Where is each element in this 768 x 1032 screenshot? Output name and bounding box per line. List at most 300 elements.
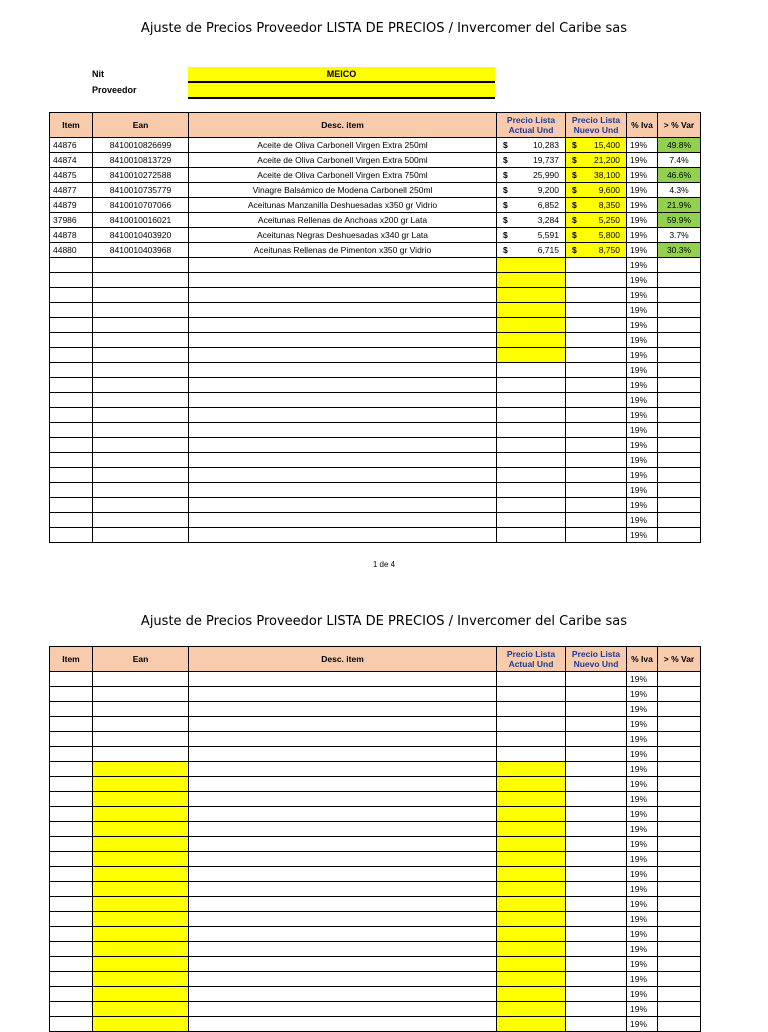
ean-cell[interactable] bbox=[93, 822, 189, 837]
iva-cell[interactable]: 19% bbox=[627, 837, 658, 852]
iva-cell[interactable]: 19% bbox=[627, 348, 658, 363]
ean-cell[interactable] bbox=[93, 942, 189, 957]
ean-cell[interactable] bbox=[93, 333, 189, 348]
iva-cell[interactable]: 19% bbox=[627, 867, 658, 882]
var-cell[interactable] bbox=[658, 792, 701, 807]
item-cell[interactable] bbox=[50, 822, 93, 837]
iva-cell[interactable]: 19% bbox=[627, 378, 658, 393]
precio-nuevo-cell[interactable] bbox=[566, 867, 627, 882]
iva-cell[interactable]: 19% bbox=[627, 168, 658, 183]
item-cell[interactable] bbox=[50, 942, 93, 957]
var-cell[interactable]: 4.3% bbox=[658, 183, 701, 198]
precio-actual-cell[interactable] bbox=[497, 273, 566, 288]
desc-cell[interactable] bbox=[189, 1017, 497, 1032]
desc-cell[interactable] bbox=[189, 957, 497, 972]
precio-nuevo-cell[interactable] bbox=[566, 168, 627, 183]
desc-cell[interactable]: Aceitunas Negras Deshuesadas x340 gr Lata bbox=[189, 228, 497, 243]
var-cell[interactable]: 59.9% bbox=[658, 213, 701, 228]
precio-nuevo-cell[interactable] bbox=[566, 183, 627, 198]
ean-cell[interactable] bbox=[93, 363, 189, 378]
ean-cell[interactable] bbox=[93, 483, 189, 498]
iva-cell[interactable]: 19% bbox=[627, 1017, 658, 1032]
item-cell[interactable]: 44880 bbox=[50, 243, 93, 258]
item-cell[interactable] bbox=[50, 303, 93, 318]
precio-actual-cell[interactable] bbox=[497, 822, 566, 837]
desc-cell[interactable] bbox=[189, 438, 497, 453]
var-cell[interactable] bbox=[658, 483, 701, 498]
item-cell[interactable] bbox=[50, 318, 93, 333]
item-cell[interactable] bbox=[50, 867, 93, 882]
iva-cell[interactable]: 19% bbox=[627, 498, 658, 513]
ean-cell[interactable]: 8410010272588 bbox=[93, 168, 189, 183]
iva-cell[interactable]: 19% bbox=[627, 183, 658, 198]
precio-actual-cell[interactable] bbox=[497, 687, 566, 702]
iva-cell[interactable]: 19% bbox=[627, 822, 658, 837]
precio-nuevo-cell[interactable] bbox=[566, 438, 627, 453]
precio-actual-cell[interactable] bbox=[497, 513, 566, 528]
var-cell[interactable] bbox=[658, 408, 701, 423]
precio-actual-cell[interactable] bbox=[497, 702, 566, 717]
iva-cell[interactable]: 19% bbox=[627, 288, 658, 303]
item-cell[interactable]: 44877 bbox=[50, 183, 93, 198]
precio-nuevo-cell[interactable] bbox=[566, 273, 627, 288]
precio-nuevo-cell[interactable] bbox=[566, 423, 627, 438]
precio-nuevo-cell[interactable] bbox=[566, 498, 627, 513]
desc-cell[interactable] bbox=[189, 408, 497, 423]
var-cell[interactable]: 3.7% bbox=[658, 228, 701, 243]
precio-actual-cell[interactable] bbox=[497, 348, 566, 363]
var-cell[interactable] bbox=[658, 747, 701, 762]
iva-cell[interactable]: 19% bbox=[627, 807, 658, 822]
ean-cell[interactable] bbox=[93, 867, 189, 882]
precio-actual-cell[interactable] bbox=[497, 957, 566, 972]
desc-cell[interactable] bbox=[189, 717, 497, 732]
item-cell[interactable] bbox=[50, 882, 93, 897]
precio-nuevo-cell[interactable] bbox=[566, 453, 627, 468]
var-cell[interactable] bbox=[658, 927, 701, 942]
desc-cell[interactable] bbox=[189, 837, 497, 852]
precio-actual-cell[interactable] bbox=[497, 762, 566, 777]
precio-actual-cell[interactable] bbox=[497, 987, 566, 1002]
item-cell[interactable]: 44875 bbox=[50, 168, 93, 183]
iva-cell[interactable]: 19% bbox=[627, 882, 658, 897]
precio-nuevo-cell[interactable] bbox=[566, 762, 627, 777]
precio-nuevo-cell[interactable] bbox=[566, 732, 627, 747]
var-cell[interactable]: 46.6% bbox=[658, 168, 701, 183]
item-cell[interactable] bbox=[50, 912, 93, 927]
item-cell[interactable] bbox=[50, 378, 93, 393]
var-cell[interactable] bbox=[658, 762, 701, 777]
item-cell[interactable] bbox=[50, 1002, 93, 1017]
desc-cell[interactable]: Aceite de Oliva Carbonell Virgen Extra 750ml bbox=[189, 168, 497, 183]
item-cell[interactable] bbox=[50, 258, 93, 273]
precio-nuevo-cell[interactable] bbox=[566, 897, 627, 912]
item-cell[interactable] bbox=[50, 852, 93, 867]
desc-cell[interactable] bbox=[189, 1002, 497, 1017]
iva-cell[interactable]: 19% bbox=[627, 717, 658, 732]
precio-actual-cell[interactable] bbox=[497, 378, 566, 393]
precio-actual-cell[interactable] bbox=[497, 228, 566, 243]
precio-actual-cell[interactable] bbox=[497, 483, 566, 498]
ean-cell[interactable] bbox=[93, 792, 189, 807]
ean-cell[interactable] bbox=[93, 957, 189, 972]
precio-nuevo-cell[interactable] bbox=[566, 1017, 627, 1032]
precio-actual-cell[interactable] bbox=[497, 498, 566, 513]
var-cell[interactable] bbox=[658, 672, 701, 687]
ean-cell[interactable] bbox=[93, 897, 189, 912]
iva-cell[interactable]: 19% bbox=[627, 972, 658, 987]
iva-cell[interactable]: 19% bbox=[627, 318, 658, 333]
desc-cell[interactable] bbox=[189, 483, 497, 498]
var-cell[interactable] bbox=[658, 453, 701, 468]
var-cell[interactable] bbox=[658, 702, 701, 717]
iva-cell[interactable]: 19% bbox=[627, 153, 658, 168]
proveedor-value-field[interactable] bbox=[188, 83, 495, 99]
iva-cell[interactable]: 19% bbox=[627, 273, 658, 288]
precio-nuevo-cell[interactable] bbox=[566, 138, 627, 153]
desc-cell[interactable] bbox=[189, 777, 497, 792]
precio-nuevo-cell[interactable] bbox=[566, 213, 627, 228]
item-cell[interactable] bbox=[50, 363, 93, 378]
precio-nuevo-cell[interactable] bbox=[566, 942, 627, 957]
desc-cell[interactable] bbox=[189, 378, 497, 393]
ean-cell[interactable] bbox=[93, 732, 189, 747]
desc-cell[interactable] bbox=[189, 792, 497, 807]
desc-cell[interactable] bbox=[189, 807, 497, 822]
item-cell[interactable] bbox=[50, 837, 93, 852]
iva-cell[interactable]: 19% bbox=[627, 852, 658, 867]
ean-cell[interactable] bbox=[93, 687, 189, 702]
precio-actual-cell[interactable] bbox=[497, 792, 566, 807]
desc-cell[interactable]: Aceitunas Manzanilla Deshuesadas x350 gr Vidrio bbox=[189, 198, 497, 213]
iva-cell[interactable]: 19% bbox=[627, 468, 658, 483]
ean-cell[interactable] bbox=[93, 468, 189, 483]
iva-cell[interactable]: 19% bbox=[627, 1002, 658, 1017]
precio-nuevo-cell[interactable] bbox=[566, 258, 627, 273]
precio-nuevo-cell[interactable] bbox=[566, 468, 627, 483]
ean-cell[interactable] bbox=[93, 513, 189, 528]
item-cell[interactable] bbox=[50, 513, 93, 528]
precio-nuevo-cell[interactable] bbox=[566, 852, 627, 867]
ean-cell[interactable] bbox=[93, 303, 189, 318]
iva-cell[interactable]: 19% bbox=[627, 762, 658, 777]
desc-cell[interactable]: Aceitunas Rellenas de Pimenton x350 gr Vidrio bbox=[189, 243, 497, 258]
ean-cell[interactable] bbox=[93, 423, 189, 438]
precio-actual-cell[interactable] bbox=[497, 183, 566, 198]
ean-cell[interactable] bbox=[93, 288, 189, 303]
precio-nuevo-cell[interactable] bbox=[566, 333, 627, 348]
var-cell[interactable] bbox=[658, 912, 701, 927]
item-cell[interactable] bbox=[50, 702, 93, 717]
item-cell[interactable] bbox=[50, 777, 93, 792]
var-cell[interactable]: 7.4% bbox=[658, 153, 701, 168]
iva-cell[interactable]: 19% bbox=[627, 363, 658, 378]
precio-actual-cell[interactable] bbox=[497, 333, 566, 348]
desc-cell[interactable] bbox=[189, 258, 497, 273]
ean-cell[interactable]: 8410010016021 bbox=[93, 213, 189, 228]
var-cell[interactable] bbox=[658, 882, 701, 897]
iva-cell[interactable]: 19% bbox=[627, 453, 658, 468]
ean-cell[interactable]: 8410010826699 bbox=[93, 138, 189, 153]
var-cell[interactable] bbox=[658, 528, 701, 543]
precio-actual-cell[interactable] bbox=[497, 672, 566, 687]
var-cell[interactable] bbox=[658, 423, 701, 438]
iva-cell[interactable]: 19% bbox=[627, 792, 658, 807]
precio-nuevo-cell[interactable] bbox=[566, 672, 627, 687]
precio-actual-cell[interactable] bbox=[497, 912, 566, 927]
var-cell[interactable] bbox=[658, 288, 701, 303]
precio-actual-cell[interactable] bbox=[497, 927, 566, 942]
precio-actual-cell[interactable] bbox=[497, 213, 566, 228]
iva-cell[interactable]: 19% bbox=[627, 303, 658, 318]
desc-cell[interactable] bbox=[189, 762, 497, 777]
item-cell[interactable] bbox=[50, 468, 93, 483]
var-cell[interactable] bbox=[658, 942, 701, 957]
item-cell[interactable] bbox=[50, 672, 93, 687]
var-cell[interactable] bbox=[658, 717, 701, 732]
iva-cell[interactable]: 19% bbox=[627, 228, 658, 243]
precio-nuevo-cell[interactable] bbox=[566, 717, 627, 732]
precio-actual-cell[interactable] bbox=[497, 453, 566, 468]
ean-cell[interactable] bbox=[93, 318, 189, 333]
desc-cell[interactable] bbox=[189, 318, 497, 333]
var-cell[interactable] bbox=[658, 1002, 701, 1017]
ean-cell[interactable] bbox=[93, 348, 189, 363]
desc-cell[interactable] bbox=[189, 942, 497, 957]
precio-nuevo-cell[interactable] bbox=[566, 807, 627, 822]
precio-nuevo-cell[interactable] bbox=[566, 957, 627, 972]
desc-cell[interactable]: Aceitunas Rellenas de Anchoas x200 gr Lata bbox=[189, 213, 497, 228]
iva-cell[interactable]: 19% bbox=[627, 687, 658, 702]
item-cell[interactable] bbox=[50, 423, 93, 438]
precio-actual-cell[interactable] bbox=[497, 528, 566, 543]
precio-nuevo-cell[interactable] bbox=[566, 912, 627, 927]
ean-cell[interactable]: 8410010403968 bbox=[93, 243, 189, 258]
iva-cell[interactable]: 19% bbox=[627, 987, 658, 1002]
ean-cell[interactable] bbox=[93, 747, 189, 762]
item-cell[interactable] bbox=[50, 1017, 93, 1032]
precio-nuevo-cell[interactable] bbox=[566, 363, 627, 378]
desc-cell[interactable] bbox=[189, 498, 497, 513]
var-cell[interactable] bbox=[658, 897, 701, 912]
precio-actual-cell[interactable] bbox=[497, 423, 566, 438]
iva-cell[interactable]: 19% bbox=[627, 732, 658, 747]
iva-cell[interactable]: 19% bbox=[627, 138, 658, 153]
precio-actual-cell[interactable] bbox=[497, 807, 566, 822]
precio-actual-cell[interactable] bbox=[497, 468, 566, 483]
desc-cell[interactable] bbox=[189, 897, 497, 912]
item-cell[interactable] bbox=[50, 498, 93, 513]
iva-cell[interactable]: 19% bbox=[627, 438, 658, 453]
desc-cell[interactable] bbox=[189, 687, 497, 702]
precio-nuevo-cell[interactable] bbox=[566, 153, 627, 168]
precio-actual-cell[interactable] bbox=[497, 717, 566, 732]
ean-cell[interactable] bbox=[93, 528, 189, 543]
iva-cell[interactable]: 19% bbox=[627, 198, 658, 213]
desc-cell[interactable] bbox=[189, 363, 497, 378]
desc-cell[interactable] bbox=[189, 732, 497, 747]
precio-actual-cell[interactable] bbox=[497, 168, 566, 183]
ean-cell[interactable] bbox=[93, 777, 189, 792]
var-cell[interactable]: 21.9% bbox=[658, 198, 701, 213]
ean-cell[interactable] bbox=[93, 912, 189, 927]
item-cell[interactable] bbox=[50, 792, 93, 807]
precio-nuevo-cell[interactable] bbox=[566, 318, 627, 333]
ean-cell[interactable] bbox=[93, 438, 189, 453]
var-cell[interactable] bbox=[658, 378, 701, 393]
desc-cell[interactable] bbox=[189, 852, 497, 867]
item-cell[interactable] bbox=[50, 393, 93, 408]
item-cell[interactable] bbox=[50, 987, 93, 1002]
ean-cell[interactable] bbox=[93, 987, 189, 1002]
precio-actual-cell[interactable] bbox=[497, 732, 566, 747]
ean-cell[interactable] bbox=[93, 408, 189, 423]
desc-cell[interactable] bbox=[189, 273, 497, 288]
ean-cell[interactable] bbox=[93, 1017, 189, 1032]
precio-nuevo-cell[interactable] bbox=[566, 687, 627, 702]
desc-cell[interactable] bbox=[189, 987, 497, 1002]
var-cell[interactable] bbox=[658, 822, 701, 837]
precio-nuevo-cell[interactable] bbox=[566, 1002, 627, 1017]
desc-cell[interactable] bbox=[189, 333, 497, 348]
ean-cell[interactable]: 8410010707066 bbox=[93, 198, 189, 213]
item-cell[interactable] bbox=[50, 972, 93, 987]
iva-cell[interactable]: 19% bbox=[627, 702, 658, 717]
item-cell[interactable] bbox=[50, 528, 93, 543]
nit-value-field[interactable]: MEICO bbox=[188, 67, 495, 83]
iva-cell[interactable]: 19% bbox=[627, 213, 658, 228]
precio-actual-cell[interactable] bbox=[497, 198, 566, 213]
var-cell[interactable] bbox=[658, 687, 701, 702]
ean-cell[interactable] bbox=[93, 393, 189, 408]
item-cell[interactable]: 37986 bbox=[50, 213, 93, 228]
iva-cell[interactable]: 19% bbox=[627, 672, 658, 687]
precio-actual-cell[interactable] bbox=[497, 408, 566, 423]
iva-cell[interactable]: 19% bbox=[627, 942, 658, 957]
precio-nuevo-cell[interactable] bbox=[566, 288, 627, 303]
var-cell[interactable] bbox=[658, 498, 701, 513]
ean-cell[interactable]: 8410010735779 bbox=[93, 183, 189, 198]
ean-cell[interactable] bbox=[93, 807, 189, 822]
item-cell[interactable] bbox=[50, 408, 93, 423]
iva-cell[interactable]: 19% bbox=[627, 243, 658, 258]
item-cell[interactable] bbox=[50, 897, 93, 912]
desc-cell[interactable] bbox=[189, 288, 497, 303]
precio-actual-cell[interactable] bbox=[497, 897, 566, 912]
desc-cell[interactable] bbox=[189, 702, 497, 717]
precio-nuevo-cell[interactable] bbox=[566, 228, 627, 243]
precio-actual-cell[interactable] bbox=[497, 777, 566, 792]
var-cell[interactable] bbox=[658, 837, 701, 852]
ean-cell[interactable] bbox=[93, 453, 189, 468]
item-cell[interactable] bbox=[50, 927, 93, 942]
item-cell[interactable]: 44878 bbox=[50, 228, 93, 243]
var-cell[interactable] bbox=[658, 438, 701, 453]
precio-nuevo-cell[interactable] bbox=[566, 747, 627, 762]
iva-cell[interactable]: 19% bbox=[627, 957, 658, 972]
precio-nuevo-cell[interactable] bbox=[566, 513, 627, 528]
iva-cell[interactable]: 19% bbox=[627, 912, 658, 927]
ean-cell[interactable] bbox=[93, 702, 189, 717]
item-cell[interactable] bbox=[50, 687, 93, 702]
desc-cell[interactable] bbox=[189, 348, 497, 363]
iva-cell[interactable]: 19% bbox=[627, 258, 658, 273]
precio-nuevo-cell[interactable] bbox=[566, 378, 627, 393]
precio-nuevo-cell[interactable] bbox=[566, 792, 627, 807]
var-cell[interactable] bbox=[658, 1017, 701, 1032]
var-cell[interactable] bbox=[658, 258, 701, 273]
iva-cell[interactable]: 19% bbox=[627, 897, 658, 912]
item-cell[interactable] bbox=[50, 732, 93, 747]
precio-actual-cell[interactable] bbox=[497, 747, 566, 762]
precio-actual-cell[interactable] bbox=[497, 138, 566, 153]
var-cell[interactable] bbox=[658, 957, 701, 972]
precio-nuevo-cell[interactable] bbox=[566, 882, 627, 897]
ean-cell[interactable]: 8410010403920 bbox=[93, 228, 189, 243]
desc-cell[interactable] bbox=[189, 822, 497, 837]
ean-cell[interactable] bbox=[93, 378, 189, 393]
precio-actual-cell[interactable] bbox=[497, 867, 566, 882]
precio-nuevo-cell[interactable] bbox=[566, 243, 627, 258]
ean-cell[interactable] bbox=[93, 972, 189, 987]
ean-cell[interactable] bbox=[93, 258, 189, 273]
item-cell[interactable] bbox=[50, 807, 93, 822]
var-cell[interactable] bbox=[658, 273, 701, 288]
precio-actual-cell[interactable] bbox=[497, 258, 566, 273]
precio-actual-cell[interactable] bbox=[497, 243, 566, 258]
desc-cell[interactable] bbox=[189, 747, 497, 762]
precio-actual-cell[interactable] bbox=[497, 393, 566, 408]
ean-cell[interactable] bbox=[93, 852, 189, 867]
iva-cell[interactable]: 19% bbox=[627, 528, 658, 543]
item-cell[interactable]: 44876 bbox=[50, 138, 93, 153]
iva-cell[interactable]: 19% bbox=[627, 777, 658, 792]
ean-cell[interactable] bbox=[93, 273, 189, 288]
desc-cell[interactable] bbox=[189, 867, 497, 882]
precio-nuevo-cell[interactable] bbox=[566, 198, 627, 213]
precio-nuevo-cell[interactable] bbox=[566, 303, 627, 318]
item-cell[interactable]: 44874 bbox=[50, 153, 93, 168]
iva-cell[interactable]: 19% bbox=[627, 393, 658, 408]
desc-cell[interactable] bbox=[189, 393, 497, 408]
desc-cell[interactable] bbox=[189, 882, 497, 897]
precio-actual-cell[interactable] bbox=[497, 288, 566, 303]
item-cell[interactable] bbox=[50, 957, 93, 972]
var-cell[interactable] bbox=[658, 363, 701, 378]
precio-actual-cell[interactable] bbox=[497, 1002, 566, 1017]
precio-nuevo-cell[interactable] bbox=[566, 528, 627, 543]
item-cell[interactable] bbox=[50, 333, 93, 348]
iva-cell[interactable]: 19% bbox=[627, 513, 658, 528]
precio-nuevo-cell[interactable] bbox=[566, 408, 627, 423]
item-cell[interactable] bbox=[50, 288, 93, 303]
precio-actual-cell[interactable] bbox=[497, 972, 566, 987]
iva-cell[interactable]: 19% bbox=[627, 927, 658, 942]
item-cell[interactable] bbox=[50, 453, 93, 468]
ean-cell[interactable] bbox=[93, 882, 189, 897]
ean-cell[interactable] bbox=[93, 1002, 189, 1017]
precio-actual-cell[interactable] bbox=[497, 438, 566, 453]
precio-nuevo-cell[interactable] bbox=[566, 483, 627, 498]
desc-cell[interactable]: Vinagre Balsámico de Modena Carbonell 250ml bbox=[189, 183, 497, 198]
item-cell[interactable] bbox=[50, 762, 93, 777]
var-cell[interactable] bbox=[658, 468, 701, 483]
precio-actual-cell[interactable] bbox=[497, 153, 566, 168]
precio-nuevo-cell[interactable] bbox=[566, 927, 627, 942]
precio-actual-cell[interactable] bbox=[497, 318, 566, 333]
var-cell[interactable] bbox=[658, 867, 701, 882]
var-cell[interactable] bbox=[658, 972, 701, 987]
